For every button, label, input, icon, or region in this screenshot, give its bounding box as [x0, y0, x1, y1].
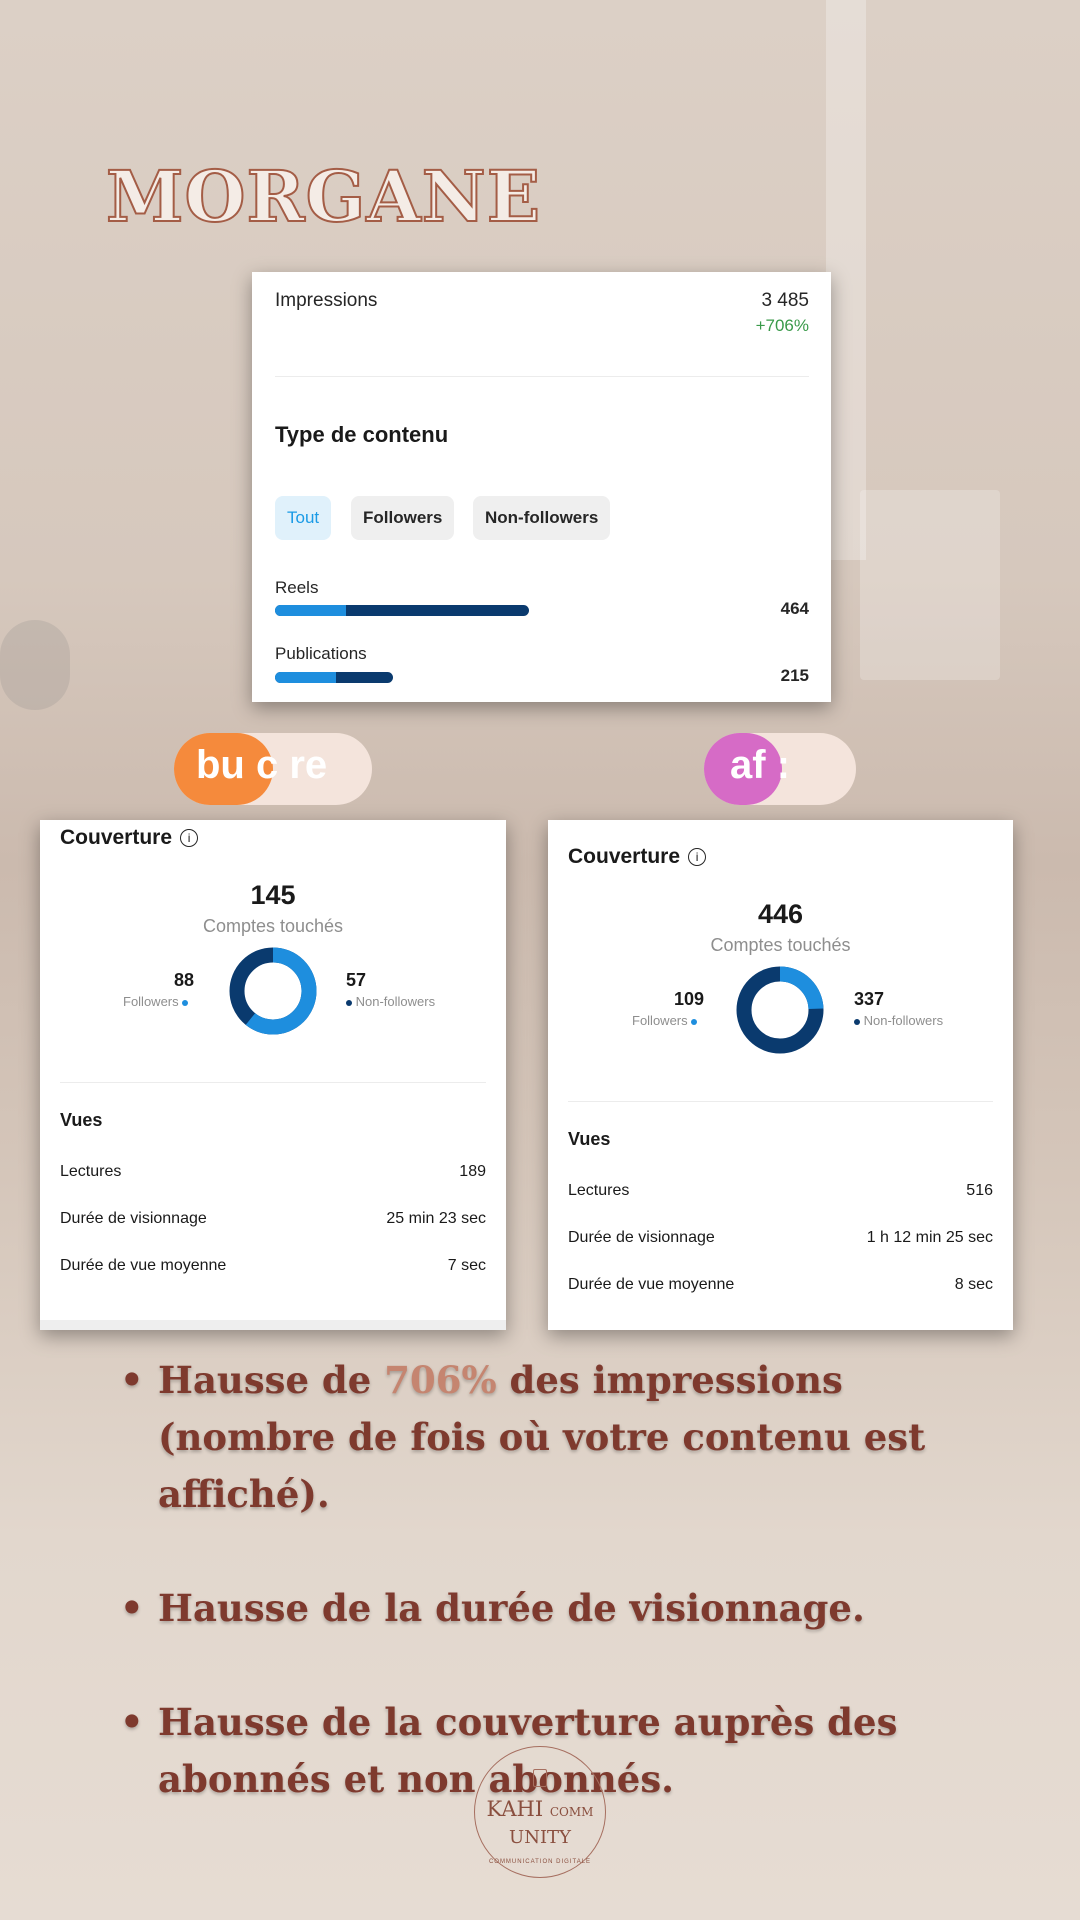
followers-dot	[182, 1000, 188, 1006]
content-type-title: Type de contenu	[275, 422, 449, 447]
accounts-reached-label: Comptes touchés	[710, 935, 851, 955]
divider	[60, 1082, 486, 1083]
pill-after-text: af :	[730, 743, 790, 787]
bullet-impressions	[120, 1352, 1020, 1523]
reels-bar	[275, 605, 529, 616]
nonfollowers-label-text: Non-followers	[355, 994, 436, 1009]
impressions-row	[275, 290, 809, 335]
tab-non-followers[interactable]: Non-followers	[473, 496, 610, 540]
pill-before	[174, 733, 372, 805]
pill-after	[704, 733, 856, 805]
views-title: Vues	[568, 1129, 611, 1149]
avg-watch-value: 7 sec	[447, 1257, 486, 1274]
watch-time-value: 25 min 23 sec	[386, 1210, 486, 1227]
bullet-watch-time: • Hausse de la durée de visionnage.	[120, 1580, 1020, 1637]
avg-watch-label: Durée de vue moyenne	[568, 1276, 735, 1293]
watch-time-label: Durée de visionnage	[60, 1210, 207, 1227]
reels-value: 464	[780, 599, 809, 618]
publications-label: Publications	[275, 644, 367, 663]
bullet-text: Hausse de	[158, 1358, 385, 1402]
watch-time-label: Durée de visionnage	[568, 1229, 715, 1246]
coverage-panel-before	[40, 820, 506, 1330]
publications-bar	[275, 672, 393, 683]
info-icon[interactable]: i	[688, 848, 706, 866]
accounts-reached-value: 145	[250, 880, 296, 910]
panel-footer-strip	[40, 1320, 506, 1330]
nonfollowers-dot	[854, 1019, 860, 1025]
followers-dot	[691, 1019, 697, 1025]
brand-logo	[474, 1746, 606, 1878]
coverage-title-text: Couverture	[60, 826, 173, 849]
nonfollowers-label	[854, 1013, 943, 1028]
watch-time-value: 1 h 12 min 25 sec	[866, 1229, 993, 1246]
page-title: MORGANE	[106, 155, 542, 238]
followers-label-text: Followers	[123, 994, 179, 1009]
reels-label: Reels	[275, 578, 319, 597]
content-type-panel	[252, 272, 831, 702]
avg-watch-value: 8 sec	[954, 1276, 993, 1293]
bullet-highlight: 706%	[384, 1358, 497, 1402]
pill-before-text: bu c re	[196, 743, 328, 787]
nonfollowers-label-text: Non-followers	[863, 1013, 944, 1028]
tab-tout[interactable]: Tout	[275, 496, 331, 540]
plays-label: Lectures	[60, 1163, 122, 1180]
bullet-text: des impressions (nombre de fois où votre contenu est affiché).	[158, 1358, 926, 1516]
divider	[568, 1101, 993, 1102]
plays-value: 516	[966, 1182, 993, 1199]
divider	[275, 376, 809, 377]
coverage-donut	[735, 965, 825, 1055]
coverage-title	[60, 826, 198, 850]
logo-main-text: KAHI	[486, 1797, 544, 1821]
followers-value: 88	[174, 970, 195, 990]
background-pillar	[826, 0, 866, 560]
plays-label: Lectures	[568, 1182, 630, 1199]
followers-label-text: Followers	[632, 1013, 688, 1028]
coverage-title-text: Couverture	[568, 845, 681, 868]
accounts-reached-label: Comptes touchés	[202, 916, 344, 936]
publications-value: 215	[780, 666, 809, 685]
reels-followers-fill	[275, 605, 346, 616]
info-icon[interactable]: i	[180, 829, 198, 847]
tab-followers[interactable]: Followers	[351, 496, 454, 540]
background-window	[860, 490, 1000, 680]
impressions-value: 3 485	[761, 290, 809, 311]
followers-label	[123, 994, 188, 1009]
coverage-donut	[228, 946, 318, 1036]
publications-followers-fill	[275, 672, 336, 683]
bullet-coverage: • Hausse de la couverture auprès des abonnés et non abonnés.	[120, 1694, 1020, 1808]
logo-main-small: COMM	[549, 1805, 594, 1819]
nonfollowers-dot	[346, 1000, 352, 1006]
nonfollowers-value: 57	[346, 970, 367, 990]
impressions-label: Impressions	[275, 290, 378, 311]
background-light	[0, 620, 70, 710]
plays-value: 189	[459, 1163, 486, 1180]
logo-sub: UNITY	[509, 1827, 571, 1848]
logo-main	[475, 1797, 605, 1821]
impressions-delta: +706%	[755, 316, 809, 335]
followers-label	[632, 1013, 697, 1028]
logo-mark-icon	[533, 1769, 547, 1787]
avg-watch-label: Durée de vue moyenne	[60, 1257, 227, 1274]
followers-value: 109	[674, 989, 705, 1009]
logo-footer: COMMUNICATION DIGITALE	[488, 1859, 592, 1865]
nonfollowers-label	[346, 994, 435, 1009]
accounts-reached-value: 446	[757, 899, 804, 929]
coverage-panel-after	[548, 820, 1013, 1330]
views-title: Vues	[60, 1110, 103, 1130]
coverage-title	[568, 845, 706, 869]
nonfollowers-value: 337	[854, 989, 885, 1009]
